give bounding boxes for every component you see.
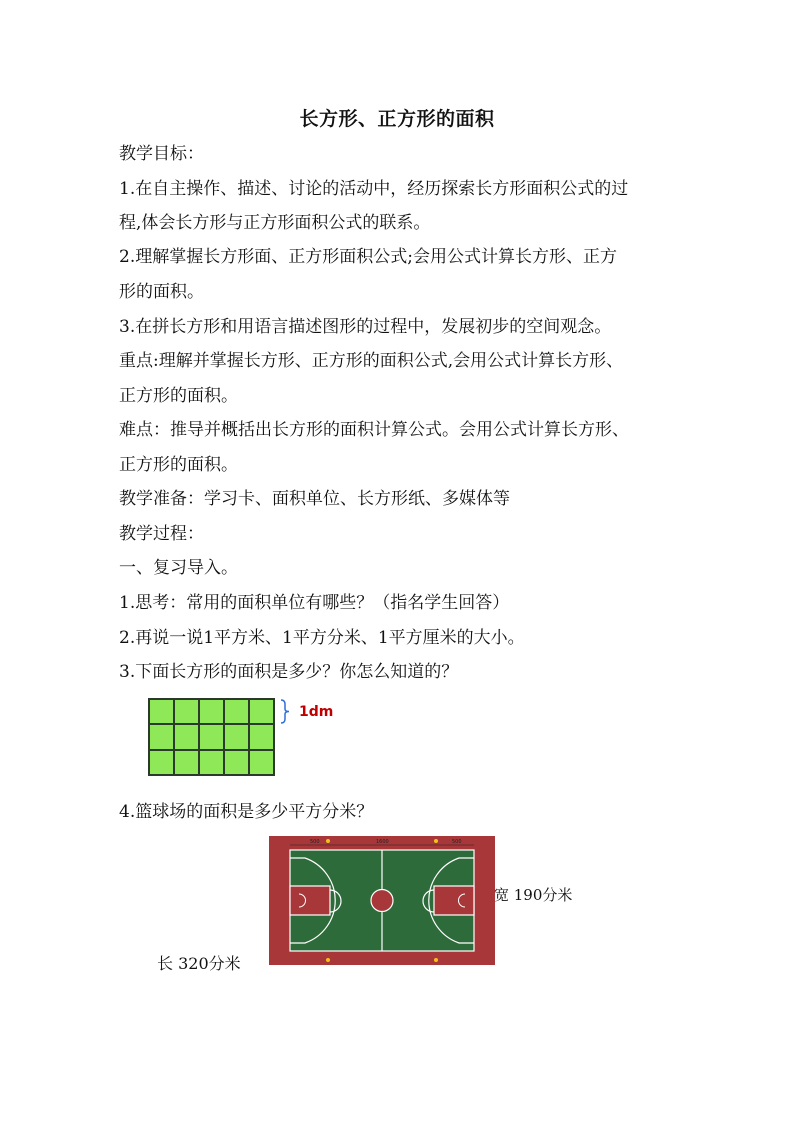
unit-label: 1dm xyxy=(299,704,334,720)
grid-cell xyxy=(174,750,199,775)
text-line: 3.下面长方形的面积是多少？你怎么知道的？ xyxy=(119,662,459,682)
marker-icon xyxy=(434,958,438,962)
text-line: 教学目标： xyxy=(119,144,204,164)
dimension-label-left: 500 xyxy=(310,839,320,845)
marker-icon xyxy=(434,839,438,843)
grid-cell xyxy=(224,724,249,749)
text-line: 教学过程： xyxy=(119,524,204,544)
grid-cell xyxy=(224,699,249,724)
text-line: 正方形的面积。 xyxy=(119,455,238,475)
key-left xyxy=(290,886,330,915)
text-line: 难点：推导并概括出长方形的面积计算公式。会用公式计算长方形、 xyxy=(119,420,629,440)
text-line: 3.在拼长方形和用语言描述图形的过程中，发展初步的空间观念。 xyxy=(119,317,612,337)
text-line: 2.理解掌握长方形面、正方形面积公式;会用公式计算长方形、正方 xyxy=(119,247,617,267)
grid-cell xyxy=(199,724,224,749)
text-line: 1.在自主操作、描述、讨论的活动中，经历探索长方形面积公式的过 xyxy=(119,179,629,199)
grid-cell xyxy=(249,724,274,749)
brace-icon xyxy=(280,699,290,724)
grid-cell xyxy=(149,699,174,724)
text-line: 一、复习导入。 xyxy=(119,558,238,578)
dimension-label-right: 500 xyxy=(452,839,462,845)
dimension-label-center: 1600 xyxy=(376,839,389,845)
text-line: 形的面积。 xyxy=(119,282,204,302)
marker-icon xyxy=(326,958,330,962)
court-length-label: 长 320分米 xyxy=(157,954,241,973)
text-line: 1.思考：常用的面积单位有哪些？（指名学生回答） xyxy=(119,593,510,613)
court-width-label: 宽 190分米 xyxy=(494,886,573,904)
grid-cell xyxy=(249,750,274,775)
grid-cell xyxy=(149,750,174,775)
rectangle-grid-figure xyxy=(148,698,275,776)
text-line: 教学准备：学习卡、面积单位、长方形纸、多媒体等 xyxy=(119,489,510,509)
question-4: 4.篮球场的面积是多少平方分米？ xyxy=(119,802,374,822)
marker-icon xyxy=(326,839,330,843)
basketball-court-image xyxy=(269,836,495,965)
grid-cell xyxy=(199,750,224,775)
grid-cell xyxy=(224,750,249,775)
center-circle xyxy=(371,890,393,912)
text-line: 正方形的面积。 xyxy=(119,386,238,406)
text-line: 2.再说一说1平方米、1平方分米、1平方厘米的大小。 xyxy=(119,628,525,648)
text-line: 重点:理解并掌握长方形、正方形的面积公式,会用公式计算长方形、 xyxy=(119,351,624,371)
grid-cell xyxy=(149,724,174,749)
grid-cell xyxy=(199,699,224,724)
key-right xyxy=(434,886,474,915)
text-line: 程,体会长方形与正方形面积公式的联系。 xyxy=(119,213,431,233)
grid-cell xyxy=(249,699,274,724)
grid-cell xyxy=(174,724,199,749)
grid-cell xyxy=(174,699,199,724)
page-title: 长方形、正方形的面积 xyxy=(299,108,495,130)
